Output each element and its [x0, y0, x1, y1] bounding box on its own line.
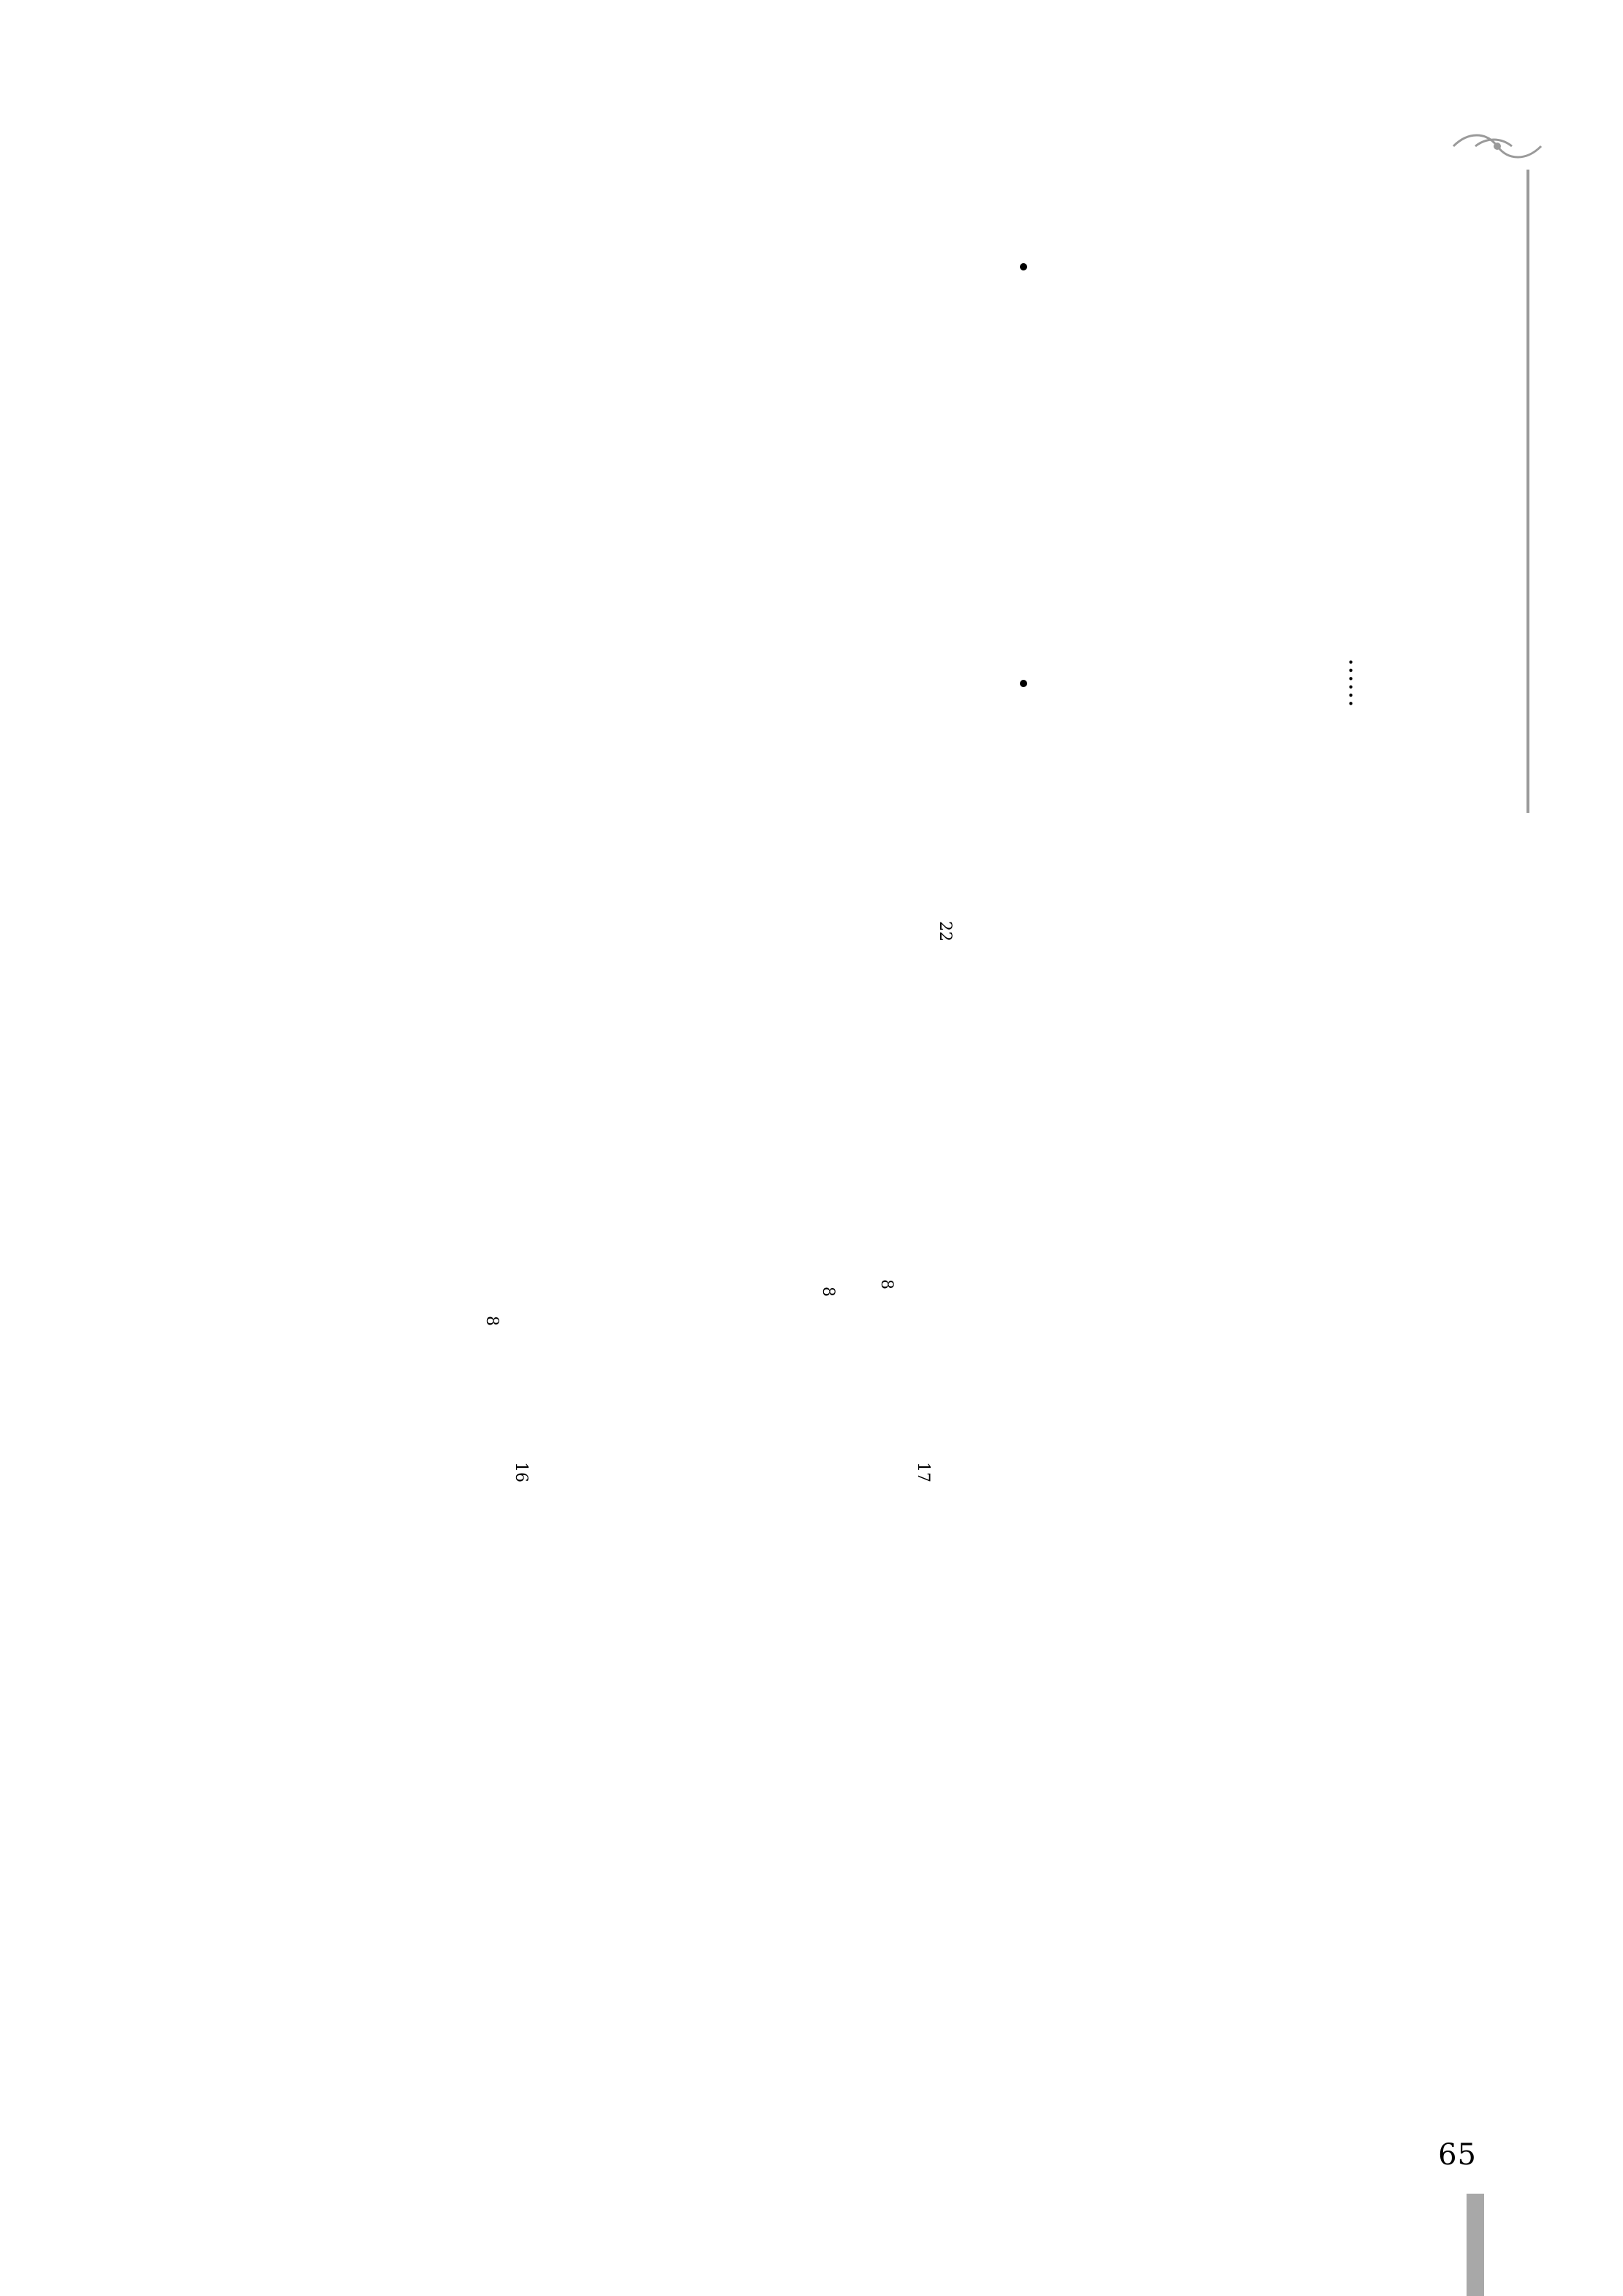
bullet [1020, 680, 1027, 687]
footnote-ref: 17 [914, 1462, 932, 1482]
footnote-ref: 8 [877, 1279, 896, 1289]
header-rule [1526, 170, 1529, 813]
bullet [1020, 263, 1027, 270]
running-head [1532, 183, 1576, 1250]
header-ornament-icon [1446, 124, 1556, 168]
footnote-ref: 8 [819, 1287, 837, 1297]
main-text [175, 219, 1448, 2091]
footnote-ref: 22 [936, 921, 954, 941]
footnote-ref: 8 [483, 1316, 501, 1326]
footnote-ref: 16 [512, 1462, 530, 1482]
ellipsis-marker [1345, 658, 1374, 708]
section-heading-column [1009, 263, 1038, 687]
ellipsis-text: …… [1343, 658, 1372, 708]
page-number: 65 [1438, 2138, 1477, 2172]
page-edge-bar [1467, 2194, 1484, 2296]
